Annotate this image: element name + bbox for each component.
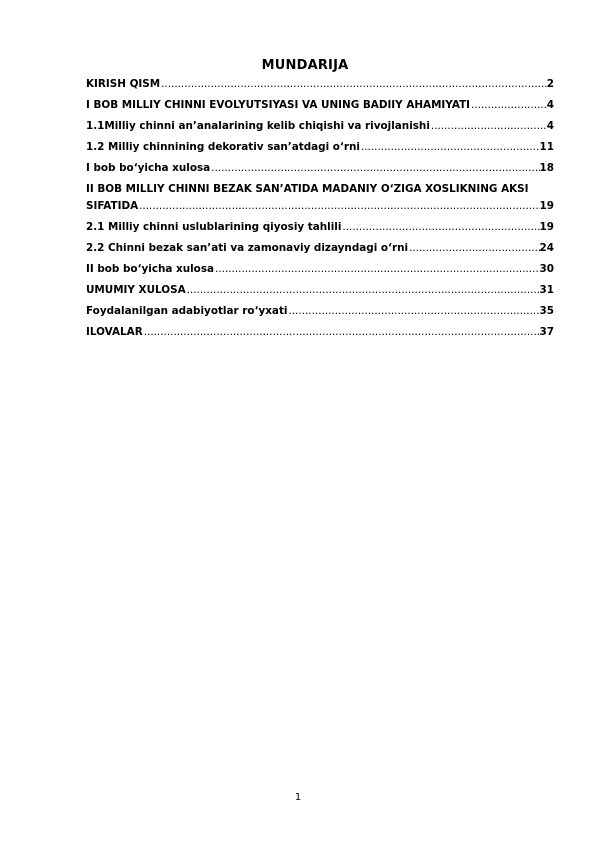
toc-leader-dots [210,162,539,175]
toc-entry-page: 11 [539,141,554,153]
toc-entry-section-2-2[interactable] [86,242,554,255]
toc-entry-section-2-1[interactable] [86,221,554,234]
toc-leader-dots [287,305,539,318]
page-number: 1 [294,792,302,803]
toc-entry-references[interactable] [86,305,554,318]
toc-entry-label: II bob bo‘yicha xulosa [86,263,215,275]
toc-entry-page: 2 [546,78,554,90]
toc-title: MUNDARIJA [261,58,349,73]
toc-leader-dots [470,99,547,112]
toc-entry-label: Foydalanilgan adabiyotlar ro‘yxati [86,305,288,317]
toc-entry-label: UMUMIY XULOSA [86,284,186,296]
toc-entry-appendices[interactable] [86,326,554,339]
table-of-contents [86,78,554,339]
toc-entry-page: 18 [539,162,554,174]
toc-leader-dots [360,141,540,154]
toc-entry-label-line2: SIFATIDA [86,200,139,212]
toc-entry-kirish[interactable] [86,78,554,91]
toc-entry-label: 1.1Milliy chinni an’analarining kelib chiqishi va rivojlanishi [86,120,430,132]
toc-entry-page: 19 [539,221,554,233]
toc-entry-label: I bob bo‘yicha xulosa [86,162,211,174]
toc-entry-page: 19 [539,200,554,212]
toc-entry-line2 [86,200,554,213]
toc-leader-dots [186,284,540,297]
toc-entry-page: 37 [539,326,554,338]
toc-leader-dots [138,200,539,213]
toc-entry-label: 2.1 Milliy chinni uslublarining qiyosiy tahlili [86,221,342,233]
toc-entry-section-1-2[interactable] [86,141,554,154]
toc-leader-dots [341,221,539,234]
toc-entry-chapter-1-conclusion[interactable] [86,162,554,175]
toc-entry-label: ILOVALAR [86,326,143,338]
toc-leader-dots [430,120,547,133]
toc-leader-dots [143,326,540,339]
toc-entry-chapter-2-conclusion[interactable] [86,263,554,276]
toc-entry-page: 35 [539,305,554,317]
toc-entry-general-conclusion[interactable] [86,284,554,297]
toc-entry-label-line1: II BOB MILLIY CHINNI BEZAK SAN’ATIDA MADANIY O‘ZIGA XOSLIKNING AKSI [86,183,529,195]
toc-entry-label: 2.2 Chinni bezak san’ati va zamonaviy dizayndagi o‘rni [86,242,409,254]
toc-leader-dots [408,242,539,255]
toc-entry-label: I BOB MILLIY CHINNI EVOLYUTSIYASI VA UNING BADIIY AHAMIYATI [86,99,471,111]
toc-entry-page: 24 [539,242,554,254]
toc-entry-label: KIRISH QISM [86,78,161,90]
toc-entry-label: 1.2 Milliy chinnining dekorativ san’atdagi o‘rni [86,141,360,153]
toc-entry-section-1-1[interactable] [86,120,554,133]
toc-entry-page: 30 [539,263,554,275]
toc-leader-dots [160,78,547,91]
toc-entry-chapter-2[interactable] [86,183,554,213]
toc-entry-page: 4 [546,120,554,132]
toc-entry-chapter-1[interactable] [86,99,554,112]
toc-leader-dots [214,263,540,276]
toc-entry-page: 31 [539,284,554,296]
toc-entry-page: 4 [546,99,554,111]
